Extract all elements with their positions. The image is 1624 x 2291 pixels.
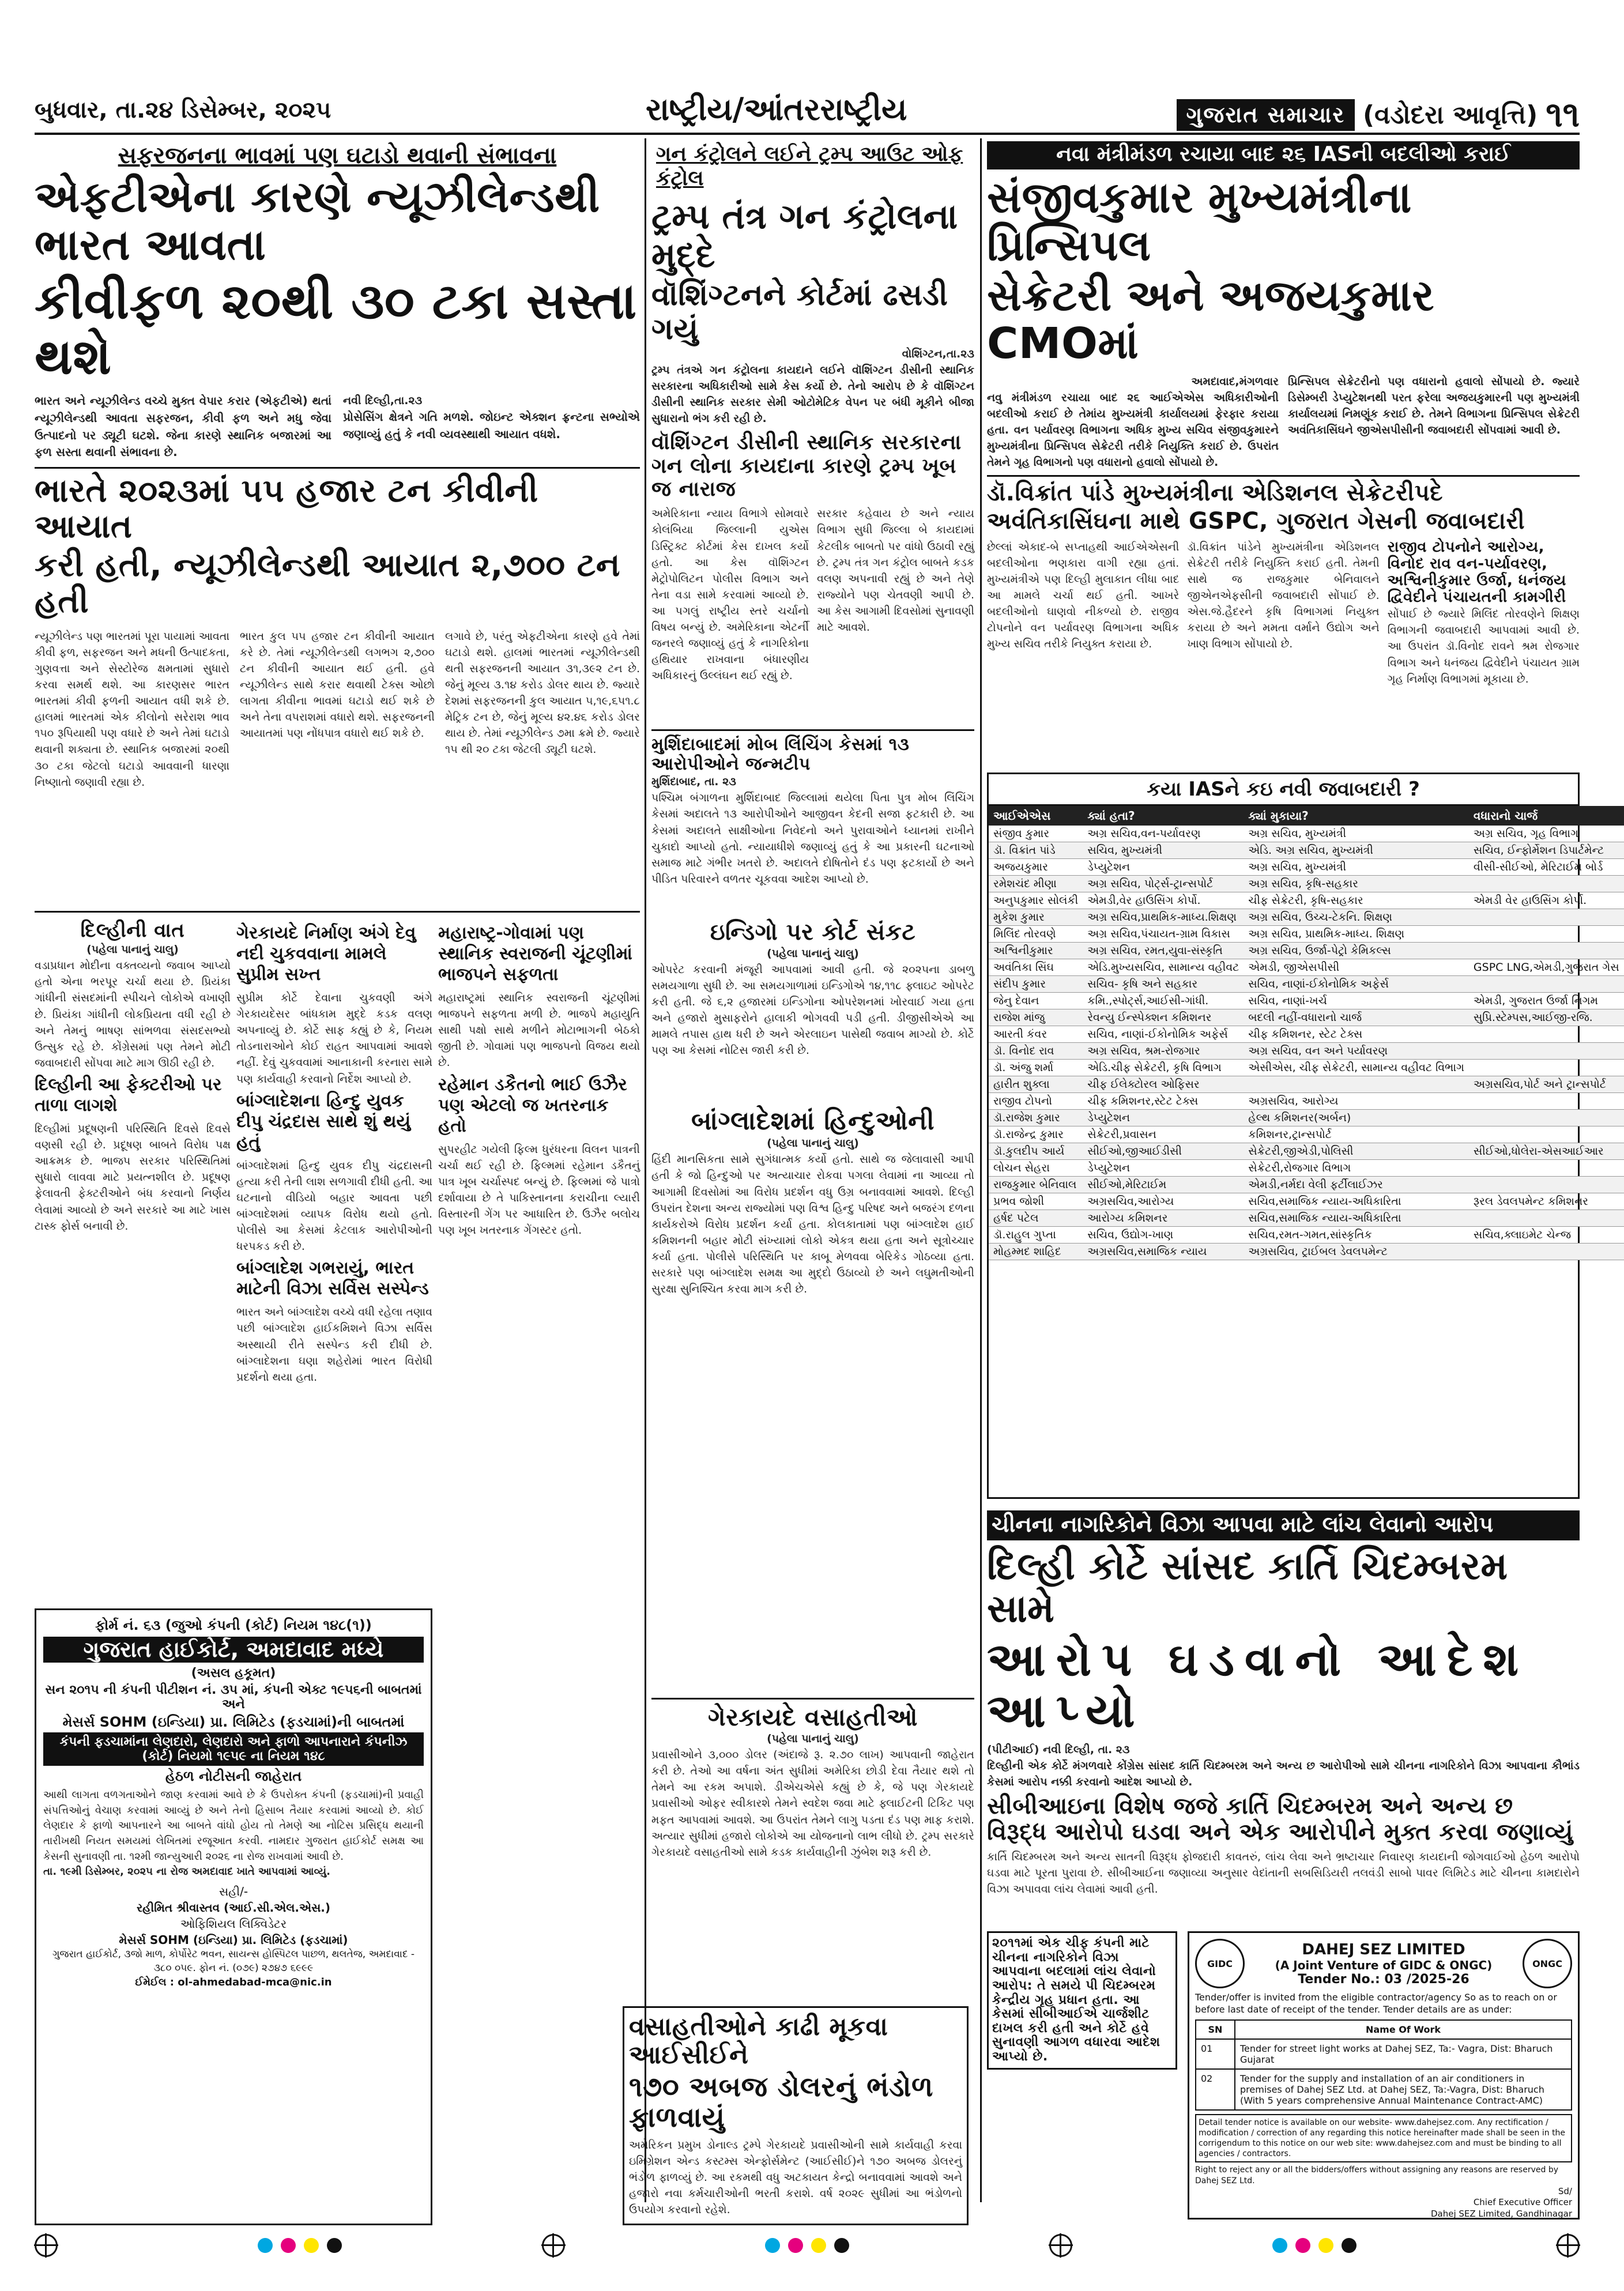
- table-cell: અગ્ર સચિવ, મુખ્યમંત્રી: [1244, 826, 1469, 842]
- tender-officer: Chief Executive Officer: [1473, 2197, 1572, 2208]
- table-cell: સચિવ,રમત-ગમત,સાંસ્કૃતિક: [1244, 1227, 1469, 1244]
- tender-work: Tender for the supply and installation of an air conditioners in premises of Dahej SEZ Ltd. at Dahej SEZ, Ta:-Vagra, Dist: Bharuch (With 5 years comprehensive Annual Maintenance Contract-AMC): [1235, 2069, 1572, 2110]
- magenta-dot-icon: [788, 2238, 803, 2253]
- crop-target-icon: [1557, 2234, 1580, 2257]
- table-cell: અવંતિકા સિંઘ: [989, 959, 1083, 976]
- table-row: [989, 993, 1624, 1009]
- table-cell: અજયકુમાર: [989, 859, 1083, 876]
- table-cell: અગ્રસચિવ,પોર્ટ અને ટ્રાન્સપોર્ટ: [1469, 1076, 1624, 1093]
- ias-body-cols: [987, 539, 1580, 687]
- table-cell: [1469, 1093, 1624, 1110]
- table-cell: સચિવ,સમાજિક ન્યાય-અધિકારિતા: [1244, 1193, 1469, 1210]
- table-cell: ચીફ સેક્રેટરી, કૃષિ-સહકાર: [1244, 892, 1469, 909]
- tender-sn: 02: [1196, 2069, 1235, 2110]
- notice-signoff: [43, 1883, 424, 1990]
- table-cell: ડૉ.રાજેન્દ્ર કુમાર: [989, 1126, 1083, 1143]
- table-cell: હર્ષદ પટેલ: [989, 1210, 1083, 1227]
- visa-suspend-title: બાંગ્લાદેશ ગભરાયું, ભારત માટેની વિઝા સર્વિસ સસ્પેન્ડ: [236, 1258, 429, 1299]
- story-chidambaram: [987, 1510, 1580, 1926]
- murshidabad-headline: મુર્શિદાબાદમાં મોબ લિંચિંગ કેસમાં ૧૩ આરોપીઓને જન્મટીપ: [651, 734, 910, 774]
- gidc-logo-icon: GIDC: [1195, 1939, 1245, 1988]
- gun-headline-1: ટ્રમ્પ તંત્ર ગન કંટ્રોલના મુદ્દે: [651, 197, 958, 276]
- table-cell: [1469, 976, 1624, 993]
- table-row: [989, 1076, 1624, 1093]
- tender-table: [1195, 2019, 1572, 2111]
- ongc-logo-icon: ONGC: [1523, 1939, 1572, 1988]
- ias-assignments-table: [987, 773, 1619, 1499]
- tender-col-sn: SN: [1196, 2020, 1235, 2039]
- issue-date: બુધવાર, તા.૨૪ ડિસેમ્બર, ૨૦૨૫: [35, 97, 331, 123]
- ias-table: [989, 806, 1624, 1260]
- gun-kicker: ગન કંટ્રોલને લઈને ટ્રમ્પ આઉટ ઓફ કંટ્રોલ: [656, 142, 963, 190]
- table-cell: એમડી, જીએસપીસી: [1244, 959, 1469, 976]
- tender-detail: Detail tender notice is available on our website- www.dahejsez.com. Any rectification / modification / correction of any regarding this notice hereinafter made shall be seen in the corrigendum to this notice on our web site: www.dahejsez.com and must be binding to all agencies / contractors.: [1195, 2114, 1572, 2163]
- table-row: [989, 1143, 1624, 1160]
- cyan-dot-icon: [1272, 2238, 1287, 2253]
- bangladesh-cont: (પહેલા પાનાનું ચાલુ): [767, 1137, 859, 1150]
- crop-target-icon: [542, 2234, 565, 2257]
- tender-company: DAHEJ SEZ LIMITED: [1302, 1940, 1465, 1958]
- table-row: [989, 1093, 1624, 1110]
- table-cell: સચિવ- કૃષિ અને સહકાર: [1083, 976, 1244, 993]
- table-cell: વીસી-સીઈઓ, મેરિટાઈમ બોર્ડ: [1469, 859, 1624, 876]
- chidambaram-dateline: (પીટીઆઈ) નવી દિલ્હી, તા. ૨૩: [987, 1743, 1130, 1756]
- color-bar-mid: [765, 2238, 849, 2253]
- tender-header-row: [1196, 2020, 1572, 2039]
- table-row: [989, 842, 1624, 859]
- tender-jv: (A Joint Venture of GIDC & ONGC): [1275, 1958, 1493, 1972]
- ias-subhead-2: અવંતિકાસિંઘના માથે GSPC, ગુજરાત ગેસની જવાબદારી: [987, 507, 1525, 534]
- ias-headline-1: સંજીવકુમાર મુખ્યમંત્રીના પ્રિન્સિપલ: [987, 173, 1412, 270]
- table-cell: એમડી, ગુજરાત ઉર્જા નિગમ: [1469, 993, 1624, 1009]
- story-ias-transfers: [987, 141, 1580, 764]
- table-row: [989, 1026, 1624, 1043]
- kiwi-intro: ભારત અને ન્યૂઝીલેન્ડ વચ્ચે મુક્ત વેપાર કરાર (એફટીએ) થતાં ન્યૂઝીલેન્ડથી આવતા સફરજન, કીવી ફળ અને મધુ જેવા ઉત્પાદનો પર ડ્યૂટી ઘટશે. જેના કારણે સ્થાનિક બજારમાં આ ફળ સસ્તા થવાની સંભાવના છે.: [35, 394, 331, 459]
- dipu-body: બાંગ્લાદેશમાં હિન્દુ યુવક દીપુ ચંદ્રદાસની હત્યા કરી તેની લાશ સળગાવી દીધી હતી. આ ઘટનાનો વીડિયો બહાર આવતા પછી બાંગ્લાદેશમાં વ્યાપક વિરોધ થયો હતો. પોલીસે આ કેસમાં કેટલાક આરોપીઓની ધરપકડ કરી છે.: [236, 1159, 432, 1253]
- table-cell: એડિ.મુખ્યસચિવ, સામાન્ય વહીવટ: [1083, 959, 1244, 976]
- table-cell: સંદીપ કુમાર: [989, 976, 1083, 993]
- brand-logo: ગુજરાત સમાચાર: [1177, 99, 1355, 131]
- table-cell: ડૉ. વિક્રાંત પાંડે: [989, 842, 1083, 859]
- color-bar-left: [258, 2238, 342, 2253]
- notice-date: તા. ૧૯મી ડિસેમ્બર, ૨૦૨૫ ના રોજ અમદાવાદ ખાતે આપવામાં આવ્યું.: [43, 1866, 330, 1878]
- table-cell: એડિ.ચીફ સેક્રેટરી, કૃષિ વિભાગ: [1083, 1060, 1244, 1076]
- table-cell: અગ્રસચિવ, આરોગ્ય: [1244, 1093, 1469, 1110]
- notice-body: આથી લાગતા વળગતાઓને જાણ કરવામાં આવે છે કે ઉપરોક્ત કંપની (ફડચામાં)ની પ્રવાહી સંપત્તિઓનું વેચાણ કરવામાં આવ્યું છે અને તેનો હિસાબ તૈયાર કરવામાં આવ્યો છે. કોઈ લેણદાર કે ફાળો આપનારને આ બાબતે વાંધો હોય તો તેમણે આ નોટિસ પ્રસિદ્ધ થયાની તારીખથી નિયત સમયમાં લેખિતમાં રજૂઆત કરવી. નામદાર ગુજરાત હાઈકોર્ટ સમક્ષ આ કેસની સુનાવણી તા. ૧૨મી જાન્યુઆરી ૨૦૨૬ ના રોજ રાખવામાં આવી છે.: [43, 1789, 424, 1863]
- table-cell: સચિવ, મુખ્યમંત્રી: [1083, 842, 1244, 859]
- rehman-title: રહેમાન ડકૈતનો ભાઈ ઉઝૈર પણ એટલો જ ખતરનાક હતો: [438, 1074, 627, 1136]
- chidambaram-kicker: ચીનના નાગરિકોને વિઝા આપવા માટે લાંચ લેવાનો આરોપ: [987, 1510, 1580, 1540]
- murshidabad-body: પશ્ચિમ બંગાળના મુર્શિદાબાદ જિલ્લામાં થયેલા પિતા પુત્ર મોબ લિંચિંગ કેસમાં અદાલતે ૧૩ આરોપીઓને આજીવન કેદની સજા ફટકારી છે. આ કેસમાં અદાલતે સાક્ષીઓના નિવેદનો અને પુરાવાઓને ધ્યાનમાં રાખીને ચુકાદો આપ્યો હતો. ન્યાયાધીશે જણાવ્યું હતું કે આ પ્રકારની ઘટનાઓ સમાજ માટે ગંભીર ખતરો છે. અદાલતે દોષિતોને દંડ પણ ફટકાર્યો છે અને પીડિત પરિવારને વળતર ચૂકવવા આદેશ આપ્યો છે.: [651, 792, 974, 885]
- table-cell: સચિવ, નાણાં-ઈકોનોમિક અફેર્સ: [1244, 976, 1469, 993]
- table-row: [989, 876, 1624, 892]
- ias-body-2: પ્રિન્સિપલ સેક્રેટરીનો પણ વધારાનો હવાલો સોંપાયો છે. જ્યારે ડિસેમ્બરી ડેપ્યુટેશનથી પરત ફરેલા અજયકુમારની પણ મુખ્યમંત્રી કાર્યાલયમાં નિમણૂંક કરાઈ છે. તેમને વિભાગના પ્રિન્સિપલ સેક્રેટરી અવંતિકાસિંઘને જીએસપીસીની જવાબદારી સોંપવામાં આવી છે.: [1288, 375, 1580, 436]
- notice-officer: રહીમિત શ્રીવાસ્તવ (આઈ.સી.એલ.એસ.): [136, 1900, 331, 1915]
- supreme-court-title: ગેરકાયદે નિર્માણ અંગે દેવુ નદી ચુકવવાના મામલે સુપ્રીમ સખ્ત: [236, 923, 416, 985]
- table-cell: સુપ્રિ.સ્ટેમ્પસ,આઈજી-રજિ.: [1469, 1009, 1624, 1026]
- table-cell: અગ્ર સચિવ, ગૃહ વિભાગ: [1469, 826, 1624, 842]
- gun-body-1: ટ્રમ્પ તંત્રએ ગન કંટ્રોલના કાયદાને લઈને વૉશિંગ્ટન ડીસીની સ્થાનિક સરકારના અધિકારીઓ સામે કેસ કર્યો છે. તેનો આરોપ છે કે વૉશિંગ્ટન ડીસીની સ્થાનિક સરકાર સેમી ઓટોમેટિક વેપન પર બંધી મૂકીને બીજા સુધારાનો ભંગ કરી રહી છે.: [651, 363, 974, 425]
- story-murshidabad: [651, 735, 974, 914]
- table-cell: અગ્ર સચિવ,પ્રાથમિક-માધ્ય.શિક્ષણ: [1083, 909, 1244, 926]
- ias-body-3: છેલ્લાં એકાદ-બે સપ્તાહથી આઈએએસની બદલીઓના ભણકારા વાગી રહ્યા હતાં. મુખ્યમંત્રીએ પણ દિલ્હી મુલાકાત લીધા બાદ આ મામલે ચર્ચા થઈ હતી. આખરે બદલીઓનો ઘાણવો નીકળ્યો છે. રાજીવ ટોપનોને વન પર્યાવરણ વિભાગના અધિક મુખ્ય સચિવ તરીકે નિયુક્ત કરાયા છે.: [987, 540, 1180, 651]
- bangladesh-headline: બાંગ્લાદેશમાં હિન્દુઓની: [691, 1106, 935, 1136]
- gun-headline-2: વૉશિંગ્ટનને કોર્ટમાં ઢસડી ગયું: [651, 278, 948, 346]
- crop-target-icon: [1049, 2234, 1072, 2257]
- tender-header: [1195, 1939, 1572, 1988]
- table-cell: સીઈઓ,ધોલેરા-એસઆઈઆર: [1469, 1143, 1624, 1160]
- table-cell: સેક્રેટરી,રોજગાર વિભાગ: [1244, 1160, 1469, 1177]
- table-cell: [1469, 876, 1624, 892]
- table-cell: મોહમ્મદ શાહિદ: [989, 1244, 1083, 1260]
- table-cell: એમડી,વેર હાઉસિંગ કોર્પો.: [1083, 892, 1244, 909]
- gun-body-3: સરકાર કહેવાય છે અને ન્યાય વિભાગ સુધી જિલ્લા બે કાયદામાં કેટલીક બાબતો પર વાંધો ઉઠાવી રહ્યું છે. ટ્રમ્પ તંત્ર ગન કંટ્રોલ બાબતે કડક વલણ અપનાવી રહ્યું છે અને તેણે રાજ્યોને પણ ચેતવણી આપી છે. આ કેસ આગામી દિવસોમાં સુનાવણી માટે આવશે.: [817, 507, 974, 634]
- table-cell: [1469, 1043, 1624, 1060]
- story-bangladesh: [651, 980, 974, 1689]
- col-3-stories: [438, 920, 640, 2225]
- ias-body-5: સોંપાઈ છે જ્યારે મિલિંદ તોરવણેને શિક્ષણ વિભાગની જવાબદારી આપવામાં આવી છે. આ ઉપરાંત ડૉ.વિનોદ રાવને શ્રમ રોજગાર વિભાગ અને ધનંજય દ્વિવેદીને પંચાયત ગ્રામ ગૃહ નિર્માણ વિભાગમાં મૂકાયા છે.: [1387, 608, 1580, 685]
- gerkayde-headline: ગેરકાયદે વસાહતીઓ: [708, 1703, 918, 1731]
- gerkayde-cont: (પહેલા પાનાનું ચાલુ): [767, 1732, 859, 1746]
- table-row: [989, 1060, 1624, 1076]
- kiwi-subhead-1: ભારતે ૨૦૨૩માં ૫૫ હજાર ટન કીવીની આયાત: [35, 472, 538, 546]
- table-cell: મુકેશ કુમાર: [989, 909, 1083, 926]
- table-cell: કમિશનર,ટ્રાન્સપોર્ટ: [1244, 1126, 1469, 1143]
- table-cell: લોચન સેહરા: [989, 1160, 1083, 1177]
- table-cell: અગ્ર સચિવ, શ્રમ-રોજગાર: [1083, 1043, 1244, 1060]
- notice-subject: કંપની ફડચામાંના લેણદારો, લેણદારો અને ફાળો આપનારાને કંપનીઝ (કોર્ટ) નિયમો ૧૯૫૯ ના નિયમ ૧૪૮: [43, 1732, 424, 1766]
- table-cell: [1469, 909, 1624, 926]
- tender-signoff: [1195, 2186, 1572, 2220]
- kiwi-intro-right: [343, 393, 640, 461]
- table-row: [989, 1177, 1624, 1193]
- table-row: [989, 1160, 1624, 1177]
- table-cell: [1469, 1126, 1624, 1143]
- kiwi-body-3: લગાવે છે, પરંતુ એફટીએના કારણે હવે તેમાં ઘટાડો થશે. હાલમાં ભારતમાં ન્યૂઝીલેન્ડથી થતી સફરજનની આયાત ૩૧,૩૯૨ ટન છે. જેનું મૂલ્ય ૩.૧૪ કરોડ ડોલર થાય છે. જ્યારે દેશમાં સફરજનની કુલ આયાત ૫,૧૯,૬૫૧.૮ મેટ્રિક ટન છે, જેનું મૂલ્ય ૪૨.૪૬ કરોડ ડોલર થાય છે. તેમાં ન્યૂઝીલેન્ડ ૭મા ક્રમે છે. જ્યારે ૧૫ થી ૨૦ ટકા જેટલી ડ્યૂટી ઘટશે.: [445, 630, 640, 756]
- table-cell: ચીફ ઈલેક્ટોરલ ઓફિસર: [1083, 1076, 1244, 1093]
- table-cell: અગ્ર સચિવ, વન અને પર્યાવરણ: [1244, 1043, 1469, 1060]
- black-dot-icon: [1342, 2238, 1357, 2253]
- black-dot-icon: [834, 2238, 849, 2253]
- table-cell: ડૉ.કુલદીપ આર્ય: [989, 1143, 1083, 1160]
- table-cell: [1469, 943, 1624, 959]
- section-title: રાષ્ટ્રીય/આંતરરાષ્ટ્રીય: [646, 91, 907, 127]
- table-cell: રાજીવ ટોપનો: [989, 1093, 1083, 1110]
- tender-row: [1196, 2039, 1572, 2069]
- table-cell: સેક્રેટરી,પ્રવાસન: [1083, 1126, 1244, 1143]
- table-cell: ચીફ કમિશનર, સ્ટેટ ટેક્સ: [1244, 1026, 1469, 1043]
- table-cell: એસીએસ, ચીફ સેક્રેટરી, સામાન્ય વહીવટ વિભાગ: [1244, 1060, 1469, 1076]
- murshidabad-dateline: મુર્શિદાબાદ, તા. ૨૩: [651, 775, 736, 789]
- tender-col-name: Name Of Work: [1235, 2020, 1572, 2039]
- kiwi-subhead-2: કરી હતી, ન્યૂઝીલેન્ડથી આયાત ૨,૭૦૦ ટન હતી: [35, 547, 620, 620]
- color-bar-right: [1272, 2238, 1357, 2253]
- table-cell: એમડી,નર્મદા વેલી ફર્ટીલાઈઝર: [1244, 1177, 1469, 1193]
- kiwi-body-cols: [35, 628, 640, 790]
- crop-target-icon: [35, 2234, 58, 2257]
- table-cell: ડૉ.રાજેશ કુમાર: [989, 1110, 1083, 1126]
- tender-intro: Tender/offer is invited from the eligible contractor/agency So as to reach on or before last date of receipt of the tender. Tender details are as under:: [1195, 1992, 1557, 2015]
- kiwi-headline-2: કીવીફળ ૨૦થી ૩૦ ટકા સસ્તા થશે: [35, 272, 637, 386]
- table-cell: [1469, 1210, 1624, 1227]
- delhi-headline: દિલ્હીની વાત: [80, 919, 185, 942]
- chidambaram-headline-2: આરોપ ઘડવાનો આદેશ આપ્યો: [987, 1632, 1529, 1738]
- table-row: [989, 1043, 1624, 1060]
- kiwi-dateline: નવી દિલ્હી,તા.૨૩: [343, 394, 423, 408]
- table-cell: અગ્રસચિવ,સમાજિક ન્યાય: [1083, 1244, 1244, 1260]
- ias-col-new: ક્યાં મુકાયા?: [1244, 806, 1469, 826]
- delhi-body: વડાપ્રધાન મોદીના વક્તવ્યનો જવાબ આપ્યો હતો એના ભરપૂર ચર્ચા થયા છે. પ્રિયંકા ગાંધીની સંસદમાંની સ્પીચને લોકોએ વખાણી છે. પ્રિયંકા ગાંધીની લોકપ્રિયતા વધી રહી છે અને તેમનું ભાષણ સાંભળવા સંસદસભ્યો ઉત્સુક રહે છે. કોંગ્રેસમાં પણ તેમને મોટી જવાબદારી સોંપવા માટે માગ ઊઠી રહી છે.: [35, 959, 231, 1069]
- ias-body-4: ડૉ.વિક્રાંત પાંડેને મુખ્યમંત્રીના એડિશનલ સેક્રેટરી તરીકે નિયુક્તિ કરાઈ હતી. તેમની સાથે જ રાજકુમાર બેનિવાલને જીએનએફસીની જવાબદારી સોંપાઈ છે. એસ.જે.હૈદરને કૃષિ વિભાગમાં નિયુક્ત કરાયા છે અને મમતા વર્માને ઉદ્યોગ અને ખાણ વિભાગ સોંપાયો છે.: [1187, 540, 1380, 651]
- notice-title: હેઠળ નોટીસની જાહેરાત: [165, 1768, 302, 1784]
- table-cell: સચિવ, નાણાં-ખર્ચ: [1244, 993, 1469, 1009]
- table-cell: રૂરલ ડેવલપમેન્ટ કમિશનર: [1469, 1193, 1624, 1210]
- chidambaram-headline-1: દિલ્હી કોર્ટે સાંસદ કાર્તિ ચિદમ્બરમ સામે: [987, 1544, 1508, 1631]
- ice-body: અમેરિકન પ્રમુખ ડોનાલ્ડ ટ્રમ્પે ગેરકાયદે પ્રવાસીઓની સામે કાર્યવાહી કરવા ઇમિગ્રેશન એન્ડ કસ્ટમ્સ એન્ફોર્સમેન્ટ (આઈસીઈ)ને ૧૭૦ અબજ ડોલરનું ભંડોળ ફાળવ્યું છે. આ રકમથી વધુ અટકાયત કેન્દ્રો બનાવવામાં આવશે અને હજારો નવા કર્મચારીઓની ભરતી કરાશે. વર્ષ ૨૦૨૯ સુધીમાં આ ભંડોળનો ઉપયોગ કરવાનો રહેશે.: [629, 2139, 962, 2217]
- notice-court: ગુજરાત હાઈકોર્ટ, અમદાવાદ મધ્યે: [43, 1637, 424, 1663]
- table-cell: ડૉ. અંજુ શર્મા: [989, 1060, 1083, 1076]
- table-cell: સચિવ,સમાજિક ન્યાય-અધિકારિતા: [1244, 1210, 1469, 1227]
- table-cell: ડેપ્યુટેશન: [1083, 859, 1244, 876]
- ice-headline-1: વસાહતીઓને કાઢી મૂકવા આઈસીઈને: [629, 2012, 888, 2070]
- table-cell: અગ્ર સચિવ, ઉચ્ચ-ટેકનિ. શિક્ષણ: [1244, 909, 1469, 926]
- tender-footer: Dahej SEZ Limited, Gandhinagar: [1430, 2208, 1572, 2219]
- notice-email: ઈમેઈલ : ol-ahmedabad-mca@nic.in: [135, 1976, 332, 1989]
- table-cell: [1469, 1244, 1624, 1260]
- table-cell: એમડી વેર હાઉસિંગ કોર્પો.: [1469, 892, 1624, 909]
- chidambaram-intro-row: [987, 1742, 1580, 1790]
- tender-number: Tender No.: 03 /2025-26: [1298, 1972, 1469, 1987]
- table-cell: ડૉ.રાહુલ ગુપ્તા: [989, 1227, 1083, 1244]
- registration-marks: [35, 2231, 1580, 2260]
- indigo-cont: (પહેલા પાનાનું ચાલુ): [767, 947, 859, 960]
- table-cell: હારીત શુક્લા: [989, 1076, 1083, 1093]
- table-cell: રમેશચંદ મીણા: [989, 876, 1083, 892]
- black-dot-icon: [327, 2238, 342, 2253]
- court-notice: [35, 1608, 432, 2225]
- ias-dateline: અમદાવાદ,મંગળવાર: [1191, 375, 1279, 388]
- chidambaram-body-2: કાર્તિ ચિદમ્બરમ અને અન્ય સાતની વિરૂદ્ધ ફોજદારી કાવતરું, લાંચ લેવા અને ભ્રષ્ટાચાર નિવારણ કાયદાની જોગવાઈઓ હેઠળ આરોપો ઘડવા માટે પૂરતા પુરાવા છે. સીબીઆઈના જણાવ્યા અનુસાર વેદાંતાની સબસિડિયરી તલવંડી સાબો પાવર લિમિટેડ માટે ચીનના કામદારોને વિઝા અપાવવા લાંચ લેવામાં આવી હતી.: [987, 1850, 1580, 1896]
- visa-suspend-body: ભારત અને બાંગ્લાદેશ વચ્ચે વધી રહેલા તણાવ પછી બાંગ્લાદેશ હાઈકમિશને વિઝા સર્વિસ અસ્થાયી રીતે સસ્પેન્ડ કરી દીધી છે. બાંગ્લાદેશના ઘણા શહેરોમાં ભારત વિરોધી પ્રદર્શનો થયા હતા.: [236, 1306, 432, 1384]
- col-2-stories: [236, 920, 432, 1600]
- table-cell: અગ્રસચિવ, ટ્રાઈબલ ડેવલપમેન્ટ: [1244, 1244, 1469, 1260]
- table-cell: અગ્ર સચિવ,પંચાયત-ગ્રામ વિકાસ: [1083, 926, 1244, 943]
- table-cell: સીઈઓ,જીઆઈડીસી: [1083, 1143, 1244, 1160]
- ias-col-previous: ક્યાં હતા?: [1083, 806, 1244, 826]
- edition-label: (વડોદરા આવૃત્તિ): [1363, 100, 1538, 130]
- ias-intro-cols: [987, 374, 1580, 471]
- ias-table-title: કયા IASને કઇ નવી જવાબદારી ?: [989, 774, 1578, 806]
- gerkayde-body: પ્રવાસીઓને ૩,૦૦૦ ડોલર (અંદાજે રૂ. ૨.૭૦ લાખ) આપવાની જાહેરાત કરી છે. તેઓ આ વર્ષના અંત સુધીમાં અમેરિકા છોડી દેવા તૈયાર થશે તો તેમને આ રકમ અપાશે. ડીએચએસે કહ્યું છે કે, જે પણ ગેરકાયદે પ્રવાસીઓ ઓફર સ્વીકારશે તેમને સ્વદેશ જવા માટે ફ્લાઈટની ટિકિટ પણ મફત આપવામાં આવશે. આ ઉપરાંત તેમને લાગુ પડતા દંડ પણ માફ કરાશે. અત્યાર સુધીમાં હજારો લોકોએ આ યોજનાનો લાભ લીધો છે. ટ્રમ્પ સરકારે ગેરકાયદે વસાહતીઓ સામે કડક કાર્યવાહીની ઝુંબેશ શરૂ કરી છે.: [651, 1749, 974, 1859]
- page-number: ૧૧: [1546, 95, 1580, 135]
- table-row: [989, 826, 1624, 842]
- table-row: [989, 1193, 1624, 1210]
- ias-table-header-row: [989, 806, 1624, 826]
- notice-sign: સહી/-: [218, 1884, 248, 1898]
- delhi-body-2: દિલ્હીમાં પ્રદૂષણની પરિસ્થિતિ દિવસે દિવસે વણસી રહી છે. પ્રદૂષણ બાબતે વિરોધ પક્ષ આક્રમક છે. ભાજપ સરકાર પરિસ્થિતિમાં સુધારો લાવવા માટે પ્રયત્નશીલ છે. પ્રદૂષણ ફેલાવતી ફેક્ટરીઓને બંધ કરવાનો નિર્ણય લેવામાં આવ્યો છે અને સરકારે આ માટે ખાસ ટાસ્ક ફોર્સ બનાવી છે.: [35, 1122, 231, 1233]
- table-cell: સંજીવ કુમાર: [989, 826, 1083, 842]
- table-cell: સચિવ, નાણાં-ઈકોનોમિક અફેર્સ: [1083, 1026, 1244, 1043]
- ias-headline-2: સેક્રેટરી અને અજયકુમાર CMOમાં: [987, 270, 1434, 368]
- table-cell: ચીફ કમિશનર,સ્ટેટ ટેક્સ: [1083, 1093, 1244, 1110]
- table-cell: અગ્ર સચિવ, પોર્ટ્સ-ટ્રાન્સપોર્ટ: [1083, 876, 1244, 892]
- table-cell: અગ્ર સચિવ, કૃષિ-સહકાર: [1244, 876, 1469, 892]
- tender-work: Tender for street light works at Dahej SEZ, Ta:- Vagra, Dist: Bharuch Gujarat: [1235, 2039, 1572, 2069]
- table-cell: [1469, 1110, 1624, 1126]
- table-row: [989, 1126, 1624, 1143]
- tender-title-block: [1245, 1941, 1523, 1987]
- table-cell: સીઈઓ,મેરિટાઈમ: [1083, 1177, 1244, 1193]
- notice-petition: સન ૨૦૧૫ ની કંપની પીટીશન નં. ૩૫ માં, કંપની એક્ટ ૧૯૫૬ની બાબતમાં અને: [45, 1683, 422, 1712]
- chidambaram-body-3: ૨૦૧૧માં એક ચીફ કંપની માટે ચીનના નાગરિકોને વિઝા આપવાના બદલામાં લાંચ લેવાનો આરોપ: તે સમયે પી ચિદમ્બરમ કેન્દ્રીય ગૃહ પ્રધાન હતા. આ કેસમાં સીબીઆઈએ ચાર્જશીટ દાખલ કરી હતી અને કોર્ટે હવે સુનાવણી આગળ વધારવા આદેશ આપ્યો છે.: [987, 1931, 1177, 2070]
- magenta-dot-icon: [1295, 2238, 1310, 2253]
- kiwi-body-2: ભારત કુલ ૫૫ હજાર ટન કીવીની આયાત કરે છે. તેમાં ન્યૂઝીલેન્ડથી લગભગ ૨,૭૦૦ ટન કીવીની આયાત થઈ હતી. હવે ન્યૂઝીલેન્ડ સાથે કરાર થવાથી ટેક્સ ઓછો લાગતા કીવીના ભાવમાં ઘટાડો થઈ શકે છે અને તેના વપરાશમાં વધારો થશે. સફરજનની આયાતમાં પણ નોંધપાત્ર વધારો થઈ શકે છે.: [240, 630, 435, 740]
- table-row: [989, 859, 1624, 876]
- table-cell: ડૉ. વિનોદ રાવ: [989, 1043, 1083, 1060]
- table-cell: બદલી નહીં-વધારાનો ચાર્જ: [1244, 1009, 1469, 1026]
- indigo-headline: ઇન્ડિગો પર કોર્ટ સંકટ: [710, 919, 916, 945]
- yellow-dot-icon: [304, 2238, 319, 2253]
- ias-body-right: [1388, 539, 1580, 687]
- rehman-body: સુપરહીટ ગયેલી ફિલ્મ ધુરંધરના વિલન પાત્રની ચર્ચા થઈ રહી છે. ફિલ્મમાં રહેમાન ડકૈતનું પાત્ર ખૂબ ચર્ચાસ્પદ બન્યું છે. ફિલ્મમાં જે પાત્રો દર્શાવાયા છે તે પાકિસ્તાનના કરાચીના લ્યારી વિસ્તારની ગેંગ પર આધારિત છે. ઉઝૈર બલોચ પણ ખૂબ ખતરનાક ગેંગસ્ટર હતો.: [438, 1143, 640, 1237]
- table-row: [989, 1244, 1624, 1260]
- story-gun-control: [651, 141, 974, 724]
- gun-subhead: વૉશિંગ્ટન ડીસીની સ્થાનિક સરકારના ગન લોના કાયદાના કારણે ટ્રમ્પ ખૂબ જ નારાજ: [651, 431, 962, 502]
- cyan-dot-icon: [765, 2238, 780, 2253]
- chidambaram-body-1: દિલ્હીની એક કોર્ટે મંગળવારે કોંગ્રેસ સાંસદ કાર્તિ ચિદમ્બરમ અને અન્ય છ આરોપીઓ સામે ચીનના નાગરિકોને વિઝા આપવાના કૌભાંડ કેસમાં આરોપ નક્કી કરવાનો આદેશ આપ્યો છે.: [987, 1759, 1580, 1789]
- story-ice-fund: [623, 2006, 969, 2225]
- table-cell: મિલિંદ તોરવણે: [989, 926, 1083, 943]
- ias-intro-left: [987, 374, 1279, 471]
- ias-subhead-1: ડૉ.વિક્રાંત પાંડે મુખ્યમંત્રીના એડિશનલ સેક્રેટરીપદે: [987, 475, 1580, 506]
- kiwi-intro-row: [35, 393, 640, 461]
- tender-row: [1196, 2069, 1572, 2110]
- gun-dateline: વોશિંગ્ટન,તા.૨૩: [902, 347, 974, 360]
- ias-body-1: નવુ મંત્રીમંડળ રચાયા બાદ ૨૬ આઈએએસ અધિકારીઓની બદલીઓ કરાઈ છે તેમાંય મુખ્યમંત્રી કાર્યાલયમાં ફેરફાર કરાયા હતા. વન પર્યાવરણ વિભાગના અધિક મુખ્ય સચિવ સંજીવકુમારને મુખ્યમંત્રીના પ્રિન્સિપલ સેક્રેટરી તરીકે નિયુક્તિ કરાઈ છે. ઉપરાંત તેમને ગૃહ વિભાગનો પણ વધારાનો હવાલો સોંપાયો છે.: [987, 391, 1279, 469]
- table-row: [989, 976, 1624, 993]
- notice-company-footer: મેસર્સ SOHM (ઇન્ડિયા) પ્રા. લિમિટેડ (ફડચામાં): [119, 1932, 348, 1947]
- table-cell: એડિ. અગ્ર સચિવ, મુખ્યમંત્રી: [1244, 842, 1469, 859]
- table-row: [989, 1227, 1624, 1244]
- table-cell: રેવન્યુ ઈન્સ્પેક્શન કમિશનર: [1083, 1009, 1244, 1026]
- table-cell: [1469, 1177, 1624, 1193]
- table-row: [989, 959, 1624, 976]
- tender-sn: 01: [1196, 2039, 1235, 2069]
- table-cell: સચિવ, ઉદ્યોગ-ખાણ: [1083, 1227, 1244, 1244]
- table-cell: અગ્ર સચિવ, પ્રાથમિક-માધ્ય. શિક્ષણ: [1244, 926, 1469, 943]
- maharashtra-title: મહારાષ્ટ્ર-ગોવામાં પણ સ્થાનિક સ્વરાજની ચૂંટણીમાં ભાજપને સફળતા: [438, 923, 632, 985]
- table-cell: જેનુ દેવાન: [989, 993, 1083, 1009]
- table-cell: કમિ.,સ્પોર્ટ્સ,આઈસી-ગાંધી.: [1083, 993, 1244, 1009]
- table-cell: અગ્ર સચિવ, મુખ્યમંત્રી: [1244, 859, 1469, 876]
- table-cell: ડેપ્યુટેશન: [1083, 1110, 1244, 1126]
- dahej-tender-notice: [1188, 1931, 1580, 2220]
- supreme-court-body: સુપ્રીમ કોર્ટે દેવાના ચુકવણી અંગે ગેરકાયદેસર બાંધકામ મુદ્દે કડક વલણ અપનાવ્યું છે. કોર્ટે સાફ કહ્યું છે કે, નિયમ તોડનારાઓને કોઈ રાહત આપવામાં આવશે નહીં. દેવું ચુકવવામાં આનાકાની કરનારા સામે પણ કાર્યવાહી કરવાનો નિર્દેશ આપ્યો છે.: [236, 992, 432, 1086]
- table-row: [989, 1009, 1624, 1026]
- kiwi-headline-1: એફટીએના કારણે ન્યૂઝીલેન્ડથી ભારત આવતા: [35, 172, 600, 270]
- table-cell: GSPC LNG,એમડી,ગુજરાત ગેસ: [1469, 959, 1624, 976]
- tender-right: Right to reject any or all the bidders/offers without assigning any reasons are reserved by Dahej SEZ Ltd.: [1195, 2165, 1558, 2186]
- table-cell: સેક્રેટરી,જીએડી,પોલિસી: [1244, 1143, 1469, 1160]
- table-row: [989, 892, 1624, 909]
- table-cell: હેલ્થ કમિશનર(અર્બન): [1244, 1110, 1469, 1126]
- table-cell: અગ્ર સચિવ,વન-પર્યાવરણ: [1083, 826, 1244, 842]
- dipu-title: બાંગ્લાદેશના હિન્દુ યુવક દીપુ ચંદ્રદાસ સાથે શું થયું હતું: [236, 1090, 411, 1152]
- table-cell: આરોગ્ય કમિશનર: [1083, 1210, 1244, 1227]
- story-delhi: [35, 919, 231, 1233]
- table-cell: રાજકુમાર બેનિવાલ: [989, 1177, 1083, 1193]
- magenta-dot-icon: [281, 2238, 296, 2253]
- ias-subhead-3: રાજીવ ટોપનોને આરોગ્ય, વિનોદ રાવ વન-પર્યાવરણ, અશ્વિનીકુમાર ઉર્જા, ધનંજય દ્વિવેદીને પંચાયતની કામગીરી: [1387, 538, 1566, 606]
- story-illegal-immigrants: [651, 1704, 974, 2003]
- table-cell: અગ્ર સચિવ, રમત,યુવા-સંસ્કૃતિ: [1083, 943, 1244, 959]
- delhi-cont: (પહેલા પાનાનું ચાલુ): [86, 943, 179, 956]
- indigo-body: ઓપરેટ કરવાની મંજૂરી આપવામાં આવી હતી. જે ૨૦૨૫ના ડાબળુ સમયગાળા સુધી છે. આ સમયગાળામાં ઇન્ડિગોએ ૧૪,૧૧૮ ફ્લાઇટ ઓપરેટ કરી હતી. જે ૬,૨ હજારમાં ઇન્ડિગોના ઓપરેશનમાં ખોરવાઈ ગયા હતા અને હજારો મુસાફરોને હાલાકી ભોગવવી પડી હતી. ડીજીસીએએ આ મામલે તપાસ હાથ ધરી છે અને એરલાઇન પાસેથી જવાબ માગ્યો છે. કોર્ટે પણ આ કેસમાં નોટિસ જારી કરી છે.: [651, 963, 974, 1057]
- table-cell: આરતી કંવર: [989, 1026, 1083, 1043]
- gun-body-2: અમેરિકાના ન્યાય વિભાગે સોમવારે કોલંબિયા જિલ્લાની યુએસ ડિસ્ટ્રિક્ટ કોર્ટમાં કેસ દાખલ કર્યો હતો. આ કેસ વૉશિંગ્ટન મેટ્રોપોલિટન પોલીસ વિભાગ અને તેના વડા સામે કરવામાં આવ્યો છે. આ પગલું રાષ્ટ્રીય સ્તરે ચર્ચાનો વિષય બન્યું છે. અમેરિકાના એટર્ની જનરલે જણાવ્યું હતું કે નાગરિકોના હથિયાર રાખવાના બંધારણીય અધિકારનું ઉલ્લંઘન થઈ રહ્યું છે.: [651, 507, 809, 683]
- table-cell: અગ્રસચિવ,આરોગ્ય: [1083, 1193, 1244, 1210]
- notice-company: મેસર્સ SOHM (ઇન્ડિયા) પ્રા. લિમિટેડ (ફડચામાં)ની બાબતમાં: [62, 1714, 405, 1730]
- ias-kicker: નવા મંત્રીમંડળ રચાયા બાદ ૨૬ IASની બદલીઓ કરાઈ: [987, 141, 1580, 169]
- table-cell: ડેપ્યુટેશન: [1083, 1160, 1244, 1177]
- ice-headline-2: ૧૭૦ અબજ ડોલરનું ભંડોળ ફાળવાયું: [629, 2070, 933, 2134]
- masthead-right: [1177, 95, 1580, 135]
- table-cell: [1469, 926, 1624, 943]
- bangladesh-body: હિંદી માનસિકતા સામે સુગંધાત્મક કર્યો હતો. સાથે જ જેલાવાસી આપી હતી કે જો હિન્દુઓ પર અત્યાચાર રોકવા પગલા લેવામાં ના આવ્યા તો આગામી દિવસોમાં આ વિરોધ પ્રદર્શન વધુ ઉગ્ર બનાવવામાં આવશે. દિલ્હી ઉપરાંત દેશના અન્ય રાજ્યોમાં પણ વિશ્વ હિન્દુ પરિષદ અને બજરંગ દળના કાર્યકરોએ વિરોધ પ્રદર્શન કર્યા હતા. કોલકાતામાં પણ બાંગ્લાદેશ હાઈ કમિશનની બહાર મોટી સંખ્યામાં લોકો એકત્ર થયા હતા અને સૂત્રોચ્ચાર કર્યા હતા. પોલીસે પરિસ્થિતિ પર કાબૂ મેળવવા બેરિકેડ ગોઠવ્યા હતા. સરકારે પણ બાંગ્લાદેશ સમક્ષ આ મુદ્દો ઉઠાવ્યો છે અને લઘુમતીઓની સુરક્ષા સુનિશ્ચિત કરવા માગ કરી છે.: [651, 1153, 974, 1296]
- ias-col-officer: આઈએએસ: [989, 806, 1083, 826]
- chidambaram-box: [987, 1931, 1177, 2225]
- maharashtra-body: મહારાષ્ટ્રમાં સ્થાનિક સ્વરાજની ચૂંટણીમાં ભાજપને સફળતા મળી છે. ભાજપે મહાયુતિ સાથી પક્ષો સાથે મળીને મોટાભાગની બેઠકો જીતી છે. ગોવામાં પણ ભાજપનો વિજય થયો છે.: [438, 992, 640, 1069]
- table-row: [989, 909, 1624, 926]
- table-cell: અશ્વિનીકુમાર: [989, 943, 1083, 959]
- kiwi-body-1: ન્યૂઝીલેન્ડ પણ ભારતમાં પૂરા પાયામાં આવતા કીવી ફળ, સફરજન અને મધની ઉત્પાદકતા, ગુણવત્તા અને સેસ્ટોરેજ ક્ષમતામાં સુધારો કરવા સમર્થ થશે. આ કારણસર ભારત ભારતમાં કીવી ફળની આયાત વધી શકે છે. હાલમાં ભારતમાં એક કીલોનો સરેરાશ ભાવ ૧૫૦ રૂપિયાથી પણ વધારે છે અને તેમાં ઘટાડો થવાની શક્યતા છે. સ્થાનિક બજારમાં ૨૦થી ૩૦ ટકા જેટલો ઘટાડો આવવાની ધારણા નિષ્ણાતો જણાવી રહ્યા છે.: [35, 630, 229, 789]
- chidambaram-intro-left: [987, 1742, 1580, 1790]
- table-cell: પ્રભવ જોશી: [989, 1193, 1083, 1210]
- cyan-dot-icon: [258, 2238, 273, 2253]
- ias-col-additional: વધારાનો ચાર્જ: [1469, 806, 1624, 826]
- yellow-dot-icon: [811, 2238, 826, 2253]
- kiwi-intro-2: પ્રોસેસિંગ ક્ષેત્રને ગતિ મળશે. જોઇન્ટ એક્શન ફ્રન્ટના સભ્યોએ જણાવ્યું હતું કે નવી વ્યવસ્થાથી આયાત વધશે.: [343, 410, 640, 442]
- table-row: [989, 1110, 1624, 1126]
- tender-sd: Sd/: [1558, 2186, 1572, 2196]
- table-cell: અગ્ર સચિવ, ઉર્જા-પેટ્રો કેમિકલ્સ: [1244, 943, 1469, 959]
- table-cell: સચિવ, ઈન્ફોર્મેશન ડિપાર્ટમેન્ટ: [1469, 842, 1624, 859]
- delhi-subhead: દિલ્હીની આ ફેક્ટરીઓ પર તાળા લાગશે: [35, 1074, 222, 1116]
- table-row: [989, 926, 1624, 943]
- notice-form: ફોર્મ નં. ૬૩ (જુઓ કંપની (કોર્ટ) નિયમ ૧૪૮(૧)): [95, 1617, 372, 1633]
- notice-address: ગુજરાત હાઈકોર્ટ, ૩જો માળ, કોર્પોરેટ ભવન, સાયન્સ હોસ્પિટલ પાછળ, થલતેજ, અમદાવાદ - ૩૮૦ ૦૫૯. ફોન નં. (૦૭૯) ૨૭૪૭ ૬૯૯૯: [52, 1948, 415, 1974]
- table-cell: [1244, 1076, 1469, 1093]
- story-kiwi: [35, 141, 640, 902]
- masthead: [35, 86, 1580, 135]
- gun-body-cols: [651, 506, 974, 684]
- table-row: [989, 1210, 1624, 1227]
- table-cell: અનુપકુમાર સોલંકી: [989, 892, 1083, 909]
- table-cell: [1469, 1060, 1624, 1076]
- kiwi-kicker: સફરજનના ભાવમાં પણ ઘટાડો થવાની સંભાવના: [118, 142, 557, 169]
- table-cell: [1469, 1026, 1624, 1043]
- table-cell: સચિવ,ક્લાઇમેટ ચેન્જ: [1469, 1227, 1624, 1244]
- chidambaram-subhead: સીબીઆઇના વિશેષ જજે કાર્તિ ચિદમ્બરમ અને અન્ય છ વિરૂદ્ધ આરોપો ઘડવા અને એક આરોપીને મુક્ત કરવા જણાવ્યું: [987, 1793, 1573, 1846]
- table-cell: [1469, 1160, 1624, 1177]
- table-row: [989, 943, 1624, 959]
- notice-jurisdiction: (અસલ હકૂમત): [191, 1666, 276, 1680]
- notice-officer-role: ઓફિશિયલ લિક્વિડેટર: [180, 1916, 287, 1931]
- yellow-dot-icon: [1318, 2238, 1333, 2253]
- table-cell: રાજેશ માંજુ: [989, 1009, 1083, 1026]
